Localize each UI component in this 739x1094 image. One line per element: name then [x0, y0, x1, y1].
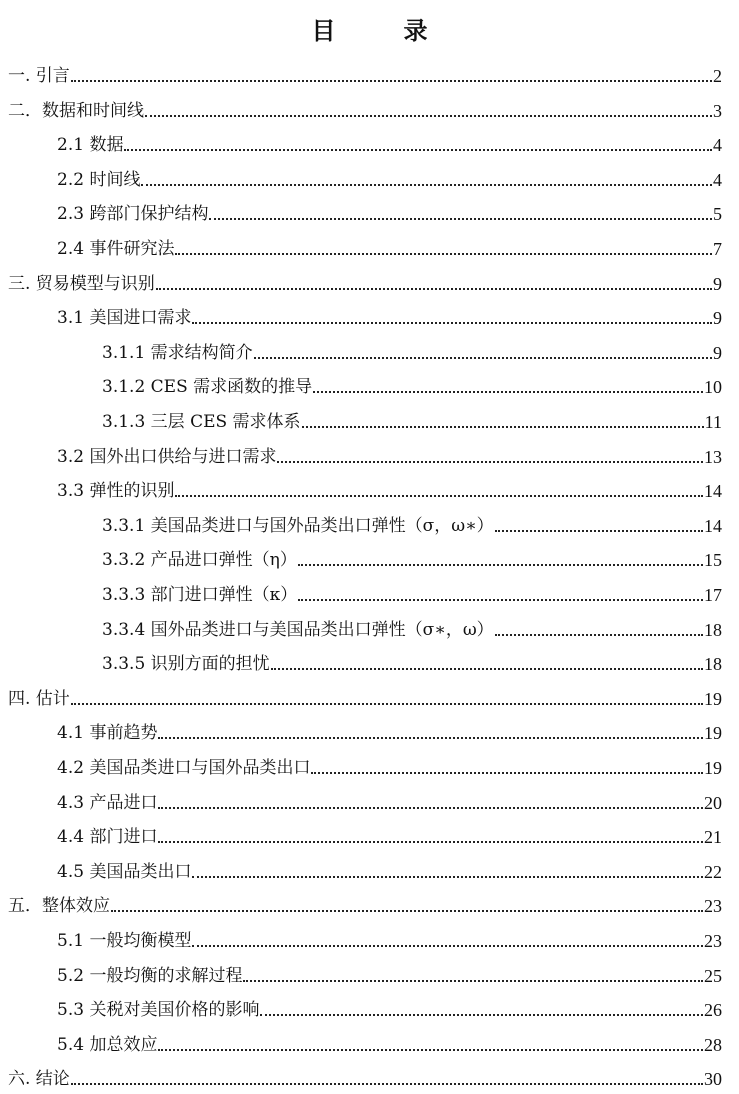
toc-entry-label: 4.2 美国品类进口与国外品类出口 — [57, 758, 311, 778]
toc-entry-page: 9 — [713, 273, 722, 294]
toc-entry-page: 20 — [704, 792, 722, 813]
leader-dots — [192, 322, 712, 324]
toc-entry-4-1[interactable] — [57, 718, 722, 744]
toc-entry-5-1[interactable] — [57, 926, 722, 952]
leader-dots — [298, 564, 703, 566]
toc-entry-label: 3.3.2 产品进口弹性（η） — [102, 550, 297, 571]
toc-entry-page: 5 — [713, 204, 722, 225]
toc-entry-label: 3.1.2 CES 需求函数的推导 — [102, 377, 313, 398]
toc-entry-2-4[interactable] — [57, 234, 722, 260]
toc-entry-3-3[interactable] — [57, 476, 722, 502]
toc-entry-label: 2.1 数据 — [57, 135, 124, 156]
toc-entry-label: 3.1.3 三层 CES 需求体系 — [102, 412, 301, 432]
toc-entry-4-5[interactable] — [57, 857, 722, 883]
toc-entry-page: 3 — [713, 100, 722, 121]
toc-entry-page: 2 — [713, 66, 722, 86]
toc-entry-label: 2.4 事件研究法 — [57, 239, 175, 259]
toc-entry-label: 三. 贸易模型与识别 — [8, 273, 155, 294]
toc-entry-page: 7 — [713, 239, 722, 259]
toc-entry-label: 五．整体效应 — [8, 896, 110, 917]
leader-dots — [243, 980, 703, 982]
leader-dots — [302, 426, 704, 428]
toc-entry-3-1-1[interactable] — [102, 338, 722, 364]
toc-entry-label: 3.1 美国进口需求 — [57, 308, 192, 329]
toc-entry-page: 14 — [704, 481, 722, 502]
toc-entry-label: 4.3 产品进口 — [57, 792, 158, 813]
toc-entry-page: 26 — [704, 1000, 722, 1021]
toc-entry-label: 一. 引言 — [8, 66, 70, 86]
toc-entry-label: 六. 结论 — [8, 1069, 70, 1090]
toc-entry-3-1[interactable] — [57, 303, 722, 329]
toc-entry-label: 3.3.5 识别方面的担忧 — [102, 654, 270, 675]
toc-entry-4-4[interactable] — [57, 822, 722, 848]
leader-dots — [71, 703, 703, 705]
toc-entry-overall-effects[interactable] — [8, 891, 722, 917]
toc-entry-label: 5.3 关税对美国价格的影响 — [57, 1000, 260, 1021]
toc-entry-intro[interactable] — [8, 61, 722, 87]
leader-dots — [271, 668, 703, 670]
toc-entry-label: 2.3 跨部门保护结构 — [57, 204, 209, 225]
toc-entry-label: 3.3.1 美国品类进口与国外品类出口弹性（σ，ω∗） — [102, 515, 494, 536]
toc-entry-5-3[interactable] — [57, 995, 722, 1021]
toc-entry-page: 23 — [704, 896, 722, 917]
toc-entry-label: 3.2 国外出口供给与进口需求 — [57, 446, 277, 467]
leader-dots — [111, 910, 703, 912]
leader-dots — [145, 115, 712, 117]
leader-dots — [124, 149, 712, 151]
toc-entry-page: 19 — [704, 723, 722, 744]
toc-entry-page: 4 — [713, 169, 722, 190]
toc-entry-page: 19 — [704, 758, 722, 778]
leader-dots — [71, 1083, 703, 1085]
toc-entry-page: 4 — [713, 135, 722, 156]
toc-entry-label: 4.1 事前趋势 — [57, 723, 158, 744]
toc-entry-trade-model[interactable] — [8, 269, 722, 295]
leader-dots — [158, 841, 703, 843]
toc-entry-page: 18 — [704, 654, 722, 675]
leader-dots — [313, 391, 703, 393]
toc-entry-2-1[interactable] — [57, 130, 722, 156]
leader-dots — [495, 530, 703, 532]
toc-entry-page: 21 — [704, 827, 722, 848]
leader-dots — [175, 495, 703, 497]
toc-entry-page: 9 — [713, 342, 722, 363]
toc-entry-label: 3.1.1 需求结构简介 — [102, 342, 253, 363]
toc-entry-label: 4.4 部门进口 — [57, 827, 158, 848]
toc-entry-3-3-1[interactable] — [102, 511, 722, 537]
toc-entry-page: 10 — [704, 377, 722, 398]
toc-entry-label: 二．数据和时间线 — [8, 100, 144, 121]
toc-entry-3-1-3[interactable] — [102, 407, 722, 433]
toc-entry-label: 四. 估计 — [8, 688, 70, 709]
toc-entry-page: 18 — [704, 619, 722, 640]
toc-entry-4-3[interactable] — [57, 788, 722, 814]
leader-dots — [277, 461, 703, 463]
leader-dots — [192, 945, 703, 947]
toc-entry-3-3-5[interactable] — [102, 649, 722, 675]
toc-entry-page: 23 — [704, 931, 722, 951]
toc-entry-5-2[interactable] — [57, 961, 722, 987]
leader-dots — [311, 772, 703, 774]
toc-entry-2-2[interactable] — [57, 165, 722, 191]
toc-entry-4-2[interactable] — [57, 753, 722, 779]
toc-entry-3-3-3[interactable] — [102, 580, 722, 606]
toc-entry-page: 13 — [704, 446, 722, 467]
toc-entry-3-3-2[interactable] — [102, 545, 722, 571]
toc-entry-conclusion[interactable] — [8, 1064, 722, 1090]
leader-dots — [209, 218, 712, 220]
toc-entry-data-timeline[interactable] — [8, 96, 722, 122]
toc-entry-page: 17 — [704, 585, 722, 605]
toc-entry-5-4[interactable] — [57, 1030, 722, 1056]
toc-entry-2-3[interactable] — [57, 199, 722, 225]
toc-entry-page: 11 — [704, 412, 722, 432]
toc-entry-label: 2.2 时间线 — [57, 169, 141, 190]
leader-dots — [495, 634, 703, 636]
leader-dots — [175, 253, 712, 255]
toc-entry-3-3-4[interactable] — [102, 615, 722, 641]
toc-entry-label: 5.2 一般均衡的求解过程 — [57, 965, 243, 986]
toc-entry-label: 4.5 美国品类出口 — [57, 861, 192, 882]
toc-entry-estimation[interactable] — [8, 684, 722, 710]
toc-entry-page: 19 — [704, 688, 722, 709]
toc-entry-label: 5.4 加总效应 — [57, 1034, 158, 1055]
toc-entry-page: 25 — [704, 965, 722, 986]
leader-dots — [156, 288, 712, 290]
leader-dots — [260, 1014, 703, 1016]
leader-dots — [254, 357, 712, 359]
toc-entry-label: 3.3.3 部门进口弹性（κ） — [102, 585, 298, 605]
leader-dots — [158, 737, 703, 739]
toc-entry-page: 28 — [704, 1034, 722, 1055]
page-title: 目 录 — [311, 16, 450, 45]
leader-dots — [158, 807, 703, 809]
toc-entry-3-2[interactable] — [57, 442, 722, 468]
toc-entry-label: 3.3 弹性的识别 — [57, 481, 175, 502]
leader-dots — [141, 184, 712, 186]
leader-dots — [71, 80, 712, 82]
toc-entry-3-1-2[interactable] — [102, 372, 722, 398]
toc-entry-page: 22 — [704, 861, 722, 882]
toc-entry-label: 3.3.4 国外品类进口与美国品类出口弹性（σ∗，ω） — [102, 619, 494, 640]
leader-dots — [192, 876, 703, 878]
toc-entry-page: 15 — [704, 550, 722, 571]
toc-entry-label: 5.1 一般均衡模型 — [57, 931, 192, 951]
toc-entry-page: 30 — [704, 1069, 722, 1090]
leader-dots — [158, 1049, 703, 1051]
toc-entry-page: 9 — [713, 308, 722, 329]
leader-dots — [298, 599, 703, 601]
toc-entry-page: 14 — [704, 515, 722, 536]
